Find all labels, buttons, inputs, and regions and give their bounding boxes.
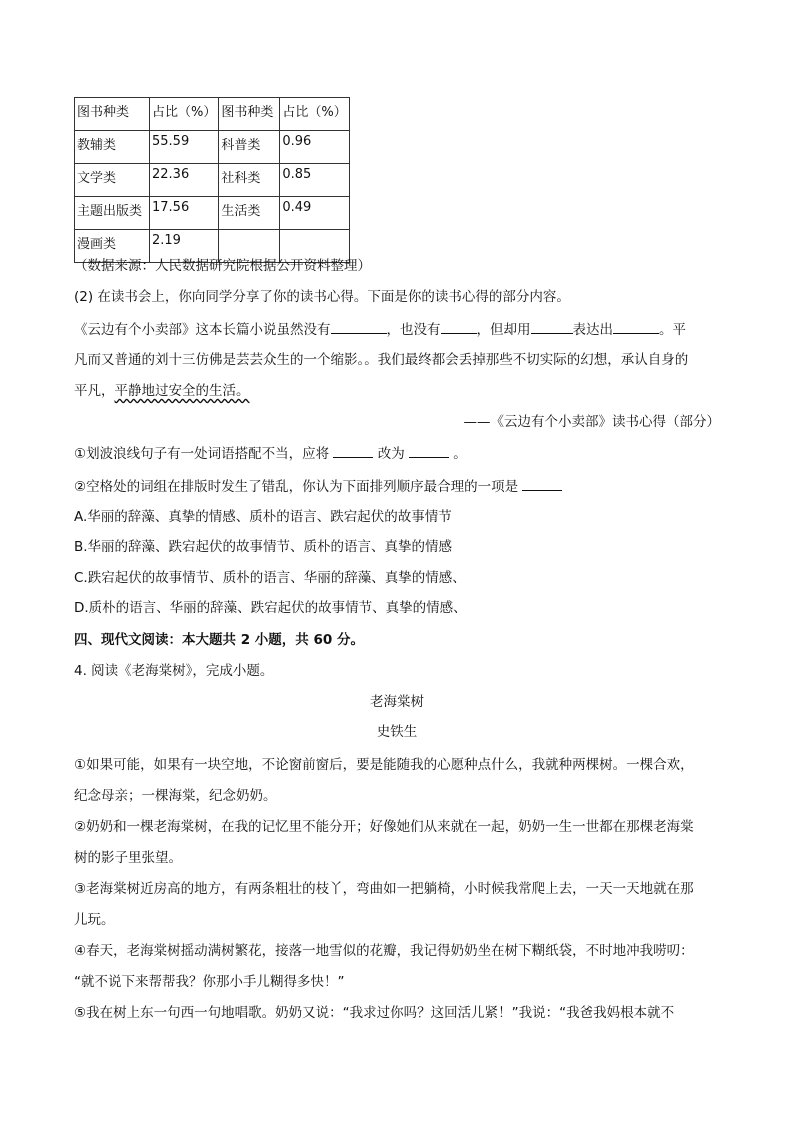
table-row xyxy=(75,197,350,230)
passage-line-2: 凡而又普通的刘十三仿佛是芸芸众生的一个缩影。。我们最终都会丢掉那些不切实际的幻想，承认自身的 xyxy=(74,352,689,368)
heading-number: 60 xyxy=(313,632,333,648)
passage-line-3 xyxy=(74,381,720,401)
answer-blank[interactable] xyxy=(613,319,659,334)
passage-text: ，但却用 xyxy=(476,322,531,338)
table-header-row xyxy=(75,98,350,131)
table-cell: 0.49 xyxy=(280,197,349,230)
option-a: A.华丽的辞藻、真挚的情感、质朴的语言、跌宕起伏的故事情节 xyxy=(74,509,452,525)
option-d: D.质朴的语言、华丽的辞藻、跌宕起伏的故事情节、真挚的情感、 xyxy=(74,600,467,616)
answer-blank[interactable] xyxy=(333,443,373,458)
table-cell: 文学类 xyxy=(75,164,150,197)
question-4: 4. 阅读《老海棠树》，完成小题。 xyxy=(74,663,274,679)
table-cell: 0.96 xyxy=(280,131,349,164)
article-author: 史铁生 xyxy=(376,724,418,740)
article-line: ⑤我在树上东一句西一句地唱歌。奶奶又说：“我求过你吗？这回活儿紧！”我说：“我爸我妈根本就不 xyxy=(74,1005,675,1021)
table-row xyxy=(75,164,350,197)
option-b: B.华丽的辞藻、跌宕起伏的故事情节、质朴的语言、真挚的情感 xyxy=(74,539,453,555)
question-text: ②空格处的词组在排版时发生了错乱，你认为下面排列顺序最合理的一项是 xyxy=(74,479,519,495)
option-c: C.跌宕起伏的故事情节、质朴的语言、华丽的辞藻、真挚的情感、 xyxy=(74,570,466,586)
heading-number: 2 xyxy=(240,632,251,648)
article-line: 树的影子里张望。 xyxy=(74,850,182,866)
answer-blank[interactable] xyxy=(441,319,477,334)
passage-text: 。平 xyxy=(659,322,686,338)
article-line: ②奶奶和一棵老海棠树，在我的记忆里不能分开；好像她们从来就在一起，奶奶一生一世都在那棵老海棠 xyxy=(74,819,694,835)
table-header-cell: 占比（%） xyxy=(150,98,219,131)
section-heading xyxy=(74,630,720,650)
answer-blank[interactable] xyxy=(409,443,449,458)
table-cell: 社科类 xyxy=(219,164,280,197)
passage-line-1 xyxy=(74,319,720,340)
question-text: 改为 xyxy=(377,446,405,462)
answer-blank[interactable] xyxy=(331,319,387,334)
passage-text: 《云边有个小卖部》这本长篇小说虽然没有 xyxy=(74,322,331,338)
sub-question-1 xyxy=(74,443,720,464)
passage-text: 表达出 xyxy=(572,322,613,338)
table-header-cell: 占比（%） xyxy=(280,98,349,131)
wavy-underlined-sentence: 平静地过安全的生活。 xyxy=(114,383,250,399)
table-cell: 科普类 xyxy=(219,131,280,164)
article-title: 老海棠树 xyxy=(370,694,424,710)
article-line: 纪念母亲；一棵海棠，纪念奶奶。 xyxy=(74,788,277,804)
heading-text: 分。 xyxy=(332,632,365,648)
article-line: ④春天，老海棠树摇动满树繁花，接落一地雪似的花瓣，我记得奶奶坐在树下糊纸袋，不时地冲我唠叨： xyxy=(74,943,694,959)
source-note: （数据来源：人民数据研究院根据公开资料整理） xyxy=(74,258,371,274)
table-cell: 55.59 xyxy=(150,131,219,164)
table-cell: 17.56 xyxy=(150,197,219,230)
article-line: 儿玩。 xyxy=(74,912,115,928)
table-cell: 漫画类 xyxy=(75,230,150,263)
answer-blank[interactable] xyxy=(522,476,562,491)
table-header-cell: 图书种类 xyxy=(75,98,150,131)
table-cell: 0.85 xyxy=(280,164,349,197)
table-cell: 22.36 xyxy=(150,164,219,197)
table-row xyxy=(75,131,350,164)
question-text: ①划波浪线句子有一处词语搭配不当，应将 xyxy=(74,446,330,462)
sub-question-2 xyxy=(74,476,720,497)
article-line: ③老海棠树近房高的地方，有两条粗壮的枝丫，弯曲如一把躺椅，小时候我常爬上去，一天一天地就在那 xyxy=(74,881,694,897)
article-line: ①如果可能，如果有一块空地，不论窗前窗后，要是能随我的心愿种点什么，我就种两棵树。一棵合欢， xyxy=(74,757,694,773)
book-category-table xyxy=(74,97,350,263)
passage-text: 平凡， xyxy=(74,383,115,399)
article-line: “就不说下来帮帮我？你那小手儿糊得多快！” xyxy=(74,974,345,990)
table-cell: 教辅类 xyxy=(75,131,150,164)
heading-text: 四、现代文阅读：本大题共 xyxy=(74,632,241,648)
question-text: 。 xyxy=(453,446,467,462)
answer-blank[interactable] xyxy=(531,319,573,334)
passage-text: ，也没有 xyxy=(386,322,441,338)
table-cell: 生活类 xyxy=(219,197,280,230)
table-header-cell: 图书种类 xyxy=(219,98,280,131)
heading-text: 小题，共 xyxy=(250,632,314,648)
table-cell: 2.19 xyxy=(150,230,219,263)
question-2-intro: (2) 在读书会上，你向同学分享了你的读书心得。下面是你的读书心得的部分内容。 xyxy=(74,289,570,305)
table-cell: 主题出版类 xyxy=(75,197,150,230)
passage-attribution: ——《云边有个小卖部》读书心得（部分） xyxy=(463,414,720,430)
